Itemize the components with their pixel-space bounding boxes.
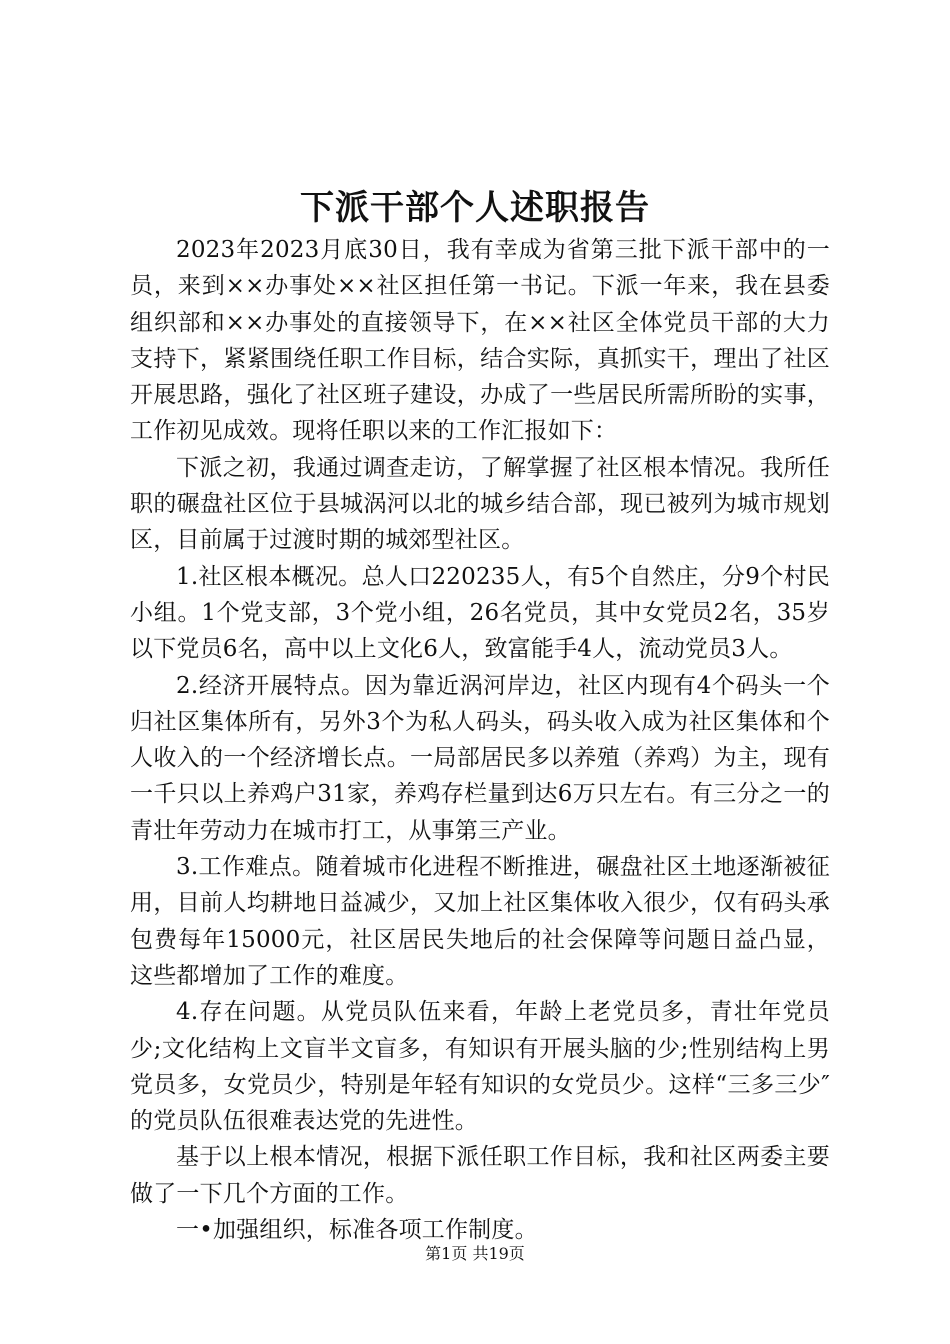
paragraph-work-intro: 基于以上根本情况，根据下派任职工作目标，我和社区两委主要做了一下几个方面的工作。	[130, 1144, 830, 1207]
paragraph-overview: 1.社区根本概况。总人口220235人，有5个自然庄，分9个村民小组。1个党支部，3个党小组，26名党员，其中女党员2名，35岁以下党员6名，高中以上文化6人，致富能手4人，流动党员3人。	[130, 563, 830, 663]
section-heading-one: 一•加强组织，标准各项工作制度。	[176, 1217, 538, 1244]
paragraph-survey: 下派之初，我通过调查走访，了解掌握了社区根本情况。我所任职的碾盘社区位于县城涡河以北的城乡结合部，现已被列为城市规划区，目前属于过渡时期的城郊型社区。	[130, 454, 830, 554]
paragraph-economy: 2.经济开展特点。因为靠近涡河岸边，社区内现有4个码头一个归社区集体所有，另外3个为私人码头，码头收入成为社区集体和个人收入的一个经济增长点。一局部居民多以养殖（养鸡）为主，现有一千只以上养鸡户31家，养鸡存栏量到达6万只左右。有三分之一的青壮年劳动力在城市打工，从事第三产业。	[130, 672, 830, 844]
document-title: 下派干部个人述职报告	[300, 188, 650, 228]
page-number-footer: 第1页 共19页	[425, 1244, 525, 1263]
document-body	[130, 232, 830, 1248]
paragraph-intro: 2023年2023月底30日，我有幸成为省第三批下派干部中的一员，来到××办事处××社区担任第一书记。下派一年来，我在县委组织部和××办事处的直接领导下，在××社区全体党员干部的大力支持下，紧紧围绕任职工作目标，结合实际，真抓实干，理出了社区开展思路，强化了社区班子建设，办成了一些居民所需所盼的实事，工作初见成效。现将任职以来的工作汇报如下：	[130, 237, 830, 445]
paragraph-problems: 4.存在问题。从党员队伍来看，年龄上老党员多，青壮年党员少;文化结构上文盲半文盲多，有知识有开展头脑的少;性别结构上男党员多，女党员少，特别是年轻有知识的女党员少。这样“三多三少″的党员队伍很难表达党的先进性。	[130, 999, 830, 1135]
paragraph-difficulties: 3.工作难点。随着城市化进程不断推进，碾盘社区土地逐渐被征用，目前人均耕地日益减少，又加上社区集体收入很少，仅有码头承包费每年15000元，社区居民失地后的社会保障等问题日益凸显，这些都增加了工作的难度。	[130, 854, 830, 989]
